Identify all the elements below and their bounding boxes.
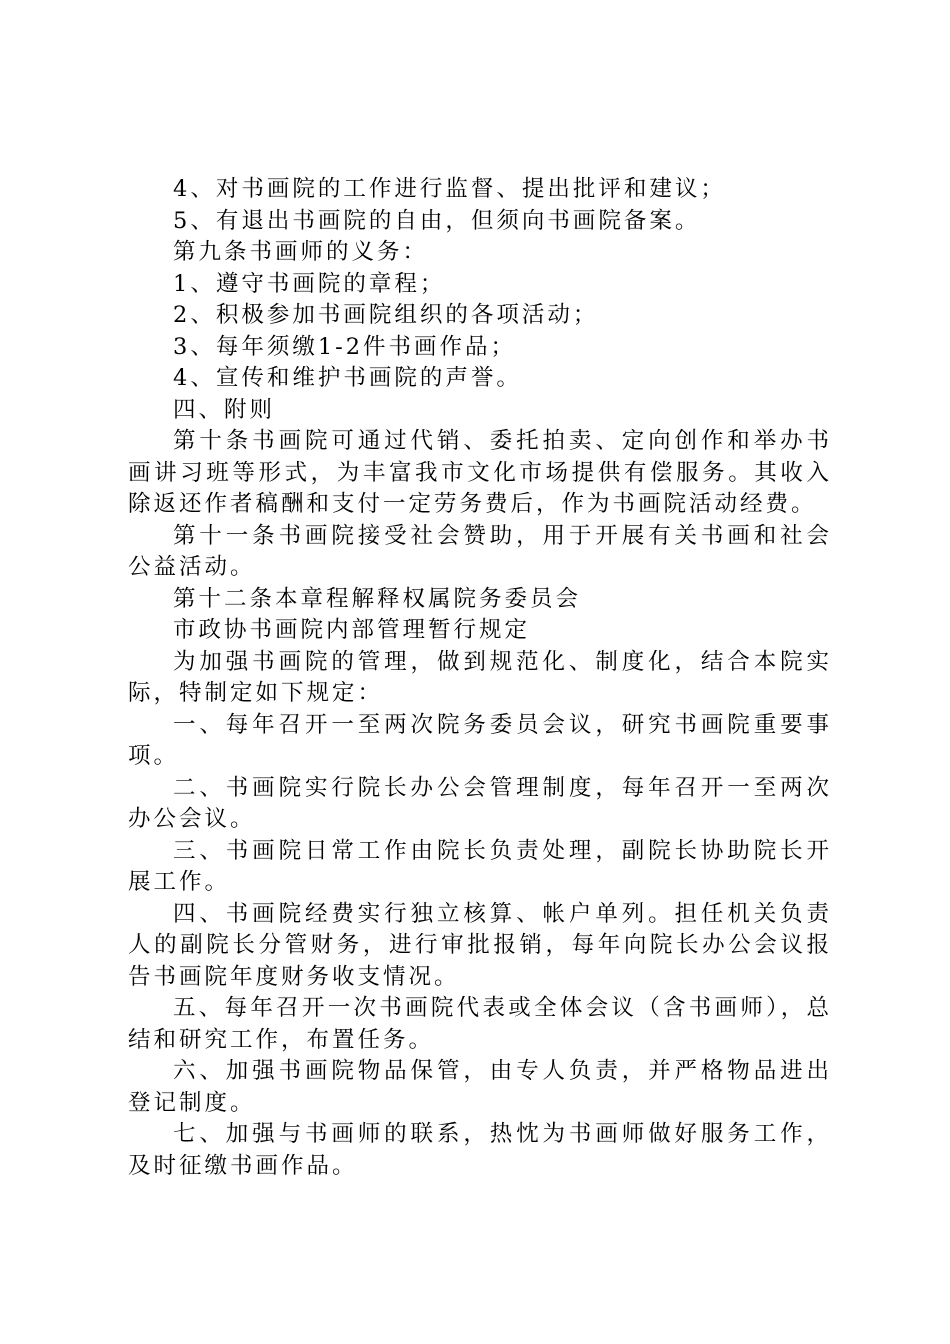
- paragraph-duty-2: 2、积极参加书画院组织的各项活动；: [173, 302, 599, 328]
- paragraph-article-12: 第十二条本章程解释权属院务委员会: [173, 585, 582, 612]
- paragraph-article-9: 第九条书画师的义务：: [173, 239, 429, 265]
- paragraph-rule-7: 七、加强与书画师的联系，热忱为书画师做好服务工作，及时征缴书画作品。: [128, 1121, 832, 1179]
- paragraph-article-10: 第十条书画院可通过代销、委托拍卖、定向创作和举办书画讲习班等形式，为丰富我市文化市场提供有偿服务。其收入除返还作者稿酬和支付一定劳务费后，作为书画院活动经费。: [128, 428, 832, 517]
- document-subtitle: 市政协书画院内部管理暂行规定: [173, 617, 531, 643]
- paragraph-duty-1: 1、遵守书画院的章程；: [173, 270, 446, 297]
- document-body: [128, 174, 832, 1182]
- paragraph-right-4: 4、对书画院的工作进行监督、提出批评和建议；: [173, 176, 726, 202]
- paragraph-rule-3: 三、书画院日常工作由院长负责处理，副院长协助院长开展工作。: [128, 837, 832, 895]
- paragraph-rule-5: 五、每年召开一次书画院代表或全体会议（含书画师），总结和研究工作，布置任务。: [128, 995, 832, 1053]
- section-heading-appendix: 四、附则: [173, 396, 276, 423]
- paragraph-rule-4: 四、书画院经费实行独立核算、帐户单列。担任机关负责人的副院长分管财务，进行审批报销，每年向院长办公会议报告书画院年度财务收支情况。: [128, 900, 832, 990]
- paragraph-duty-4: 4、宣传和维护书画院的声誉。: [173, 365, 522, 391]
- paragraph-right-5: 5、有退出书画院的自由，但须向书画院备案。: [173, 207, 701, 234]
- paragraph-rule-6: 六、加强书画院物品保管，由专人负责，并严格物品进出登记制度。: [128, 1058, 832, 1116]
- paragraph-rule-2: 二、书画院实行院长办公会管理制度，每年召开一至两次办公会议。: [128, 774, 832, 832]
- paragraph-preamble: 为加强书画院的管理，做到规范化、制度化，结合本院实际，特制定如下规定：: [128, 648, 832, 706]
- paragraph-rule-1: 一、每年召开一至两次院务委员会议，研究书画院重要事项。: [128, 711, 832, 769]
- paragraph-article-11: 第十一条书画院接受社会赞助，用于开展有关书画和社会公益活动。: [128, 522, 832, 580]
- paragraph-duty-3: 3、每年须缴1-2件书画作品；: [173, 333, 517, 360]
